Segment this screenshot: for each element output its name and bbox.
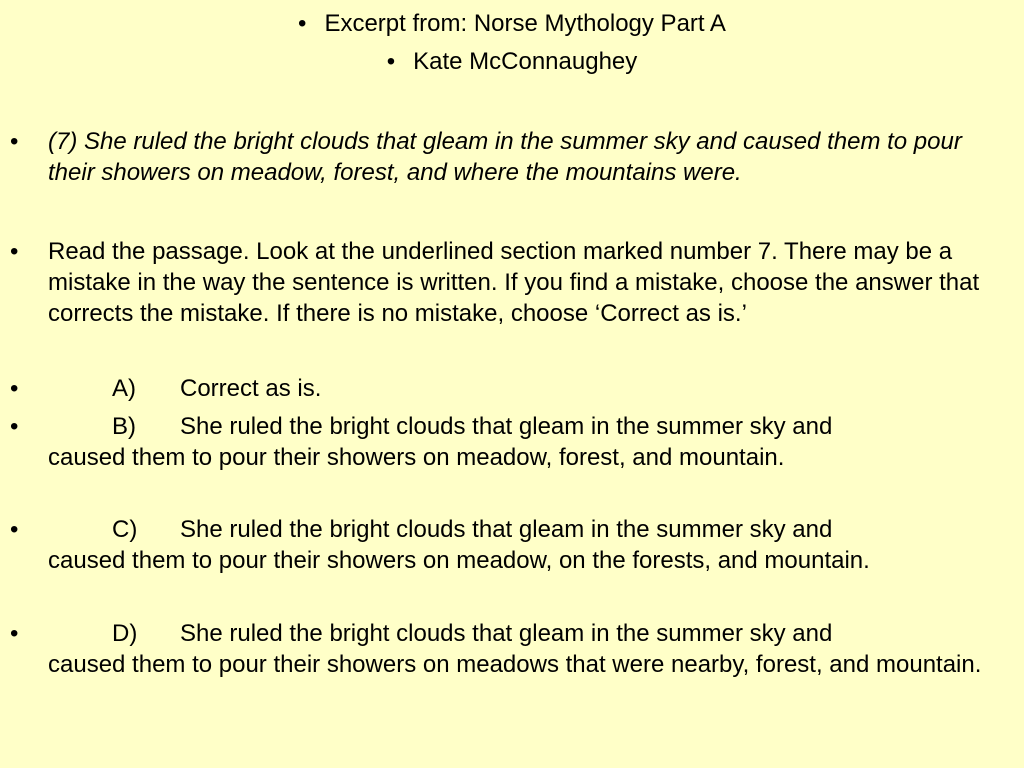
choice-text: She ruled the bright clouds that gleam in the summer sky and bbox=[180, 516, 833, 543]
author-name: Kate McConnaughey bbox=[413, 48, 638, 75]
excerpt-title: Excerpt from: Norse Mythology Part A bbox=[324, 10, 726, 37]
choice-text: Correct as is. bbox=[180, 375, 322, 402]
choice-text: She ruled the bright clouds that gleam in the summer sky and bbox=[180, 620, 833, 647]
bullet-icon: • bbox=[10, 516, 19, 543]
choice-letter: C) bbox=[112, 516, 138, 543]
choice-letter: D) bbox=[112, 620, 138, 647]
author-line bbox=[0, 47, 1024, 77]
bullet-icon: • bbox=[10, 128, 19, 155]
choice-text: She ruled the bright clouds that gleam in the summer sky and bbox=[180, 413, 833, 440]
choice-text-continued: caused them to pour their showers on meadow, on the forests, and mountain. bbox=[48, 547, 870, 574]
choice-letter: A) bbox=[112, 375, 136, 402]
choice-text-continued: caused them to pour their showers on meadows that were nearby, forest, and mountain. bbox=[48, 651, 982, 678]
instructions-text: Read the passage. Look at the underlined section marked number 7. There may be a mistake in the way the sentence is written. If you find a mistake, choose the answer that corrects the mistake. If there is no mistake, choose ‘Correct as is.’ bbox=[48, 238, 980, 327]
bullet-icon: • bbox=[298, 10, 307, 37]
choice-letter: B) bbox=[112, 413, 136, 440]
title-line bbox=[0, 9, 1024, 39]
choice-text-continued: caused them to pour their showers on meadow, forest, and mountain. bbox=[48, 444, 785, 471]
bullet-icon: • bbox=[10, 238, 19, 265]
bullet-icon: • bbox=[386, 48, 396, 75]
bullet-icon: • bbox=[10, 375, 19, 402]
bullet-icon: • bbox=[10, 413, 19, 440]
passage-text: (7) She ruled the bright clouds that gleam in the summer sky and caused them to pour their showers on meadow, forest, and where the mountains were. bbox=[48, 128, 962, 186]
bullet-icon: • bbox=[10, 620, 19, 647]
